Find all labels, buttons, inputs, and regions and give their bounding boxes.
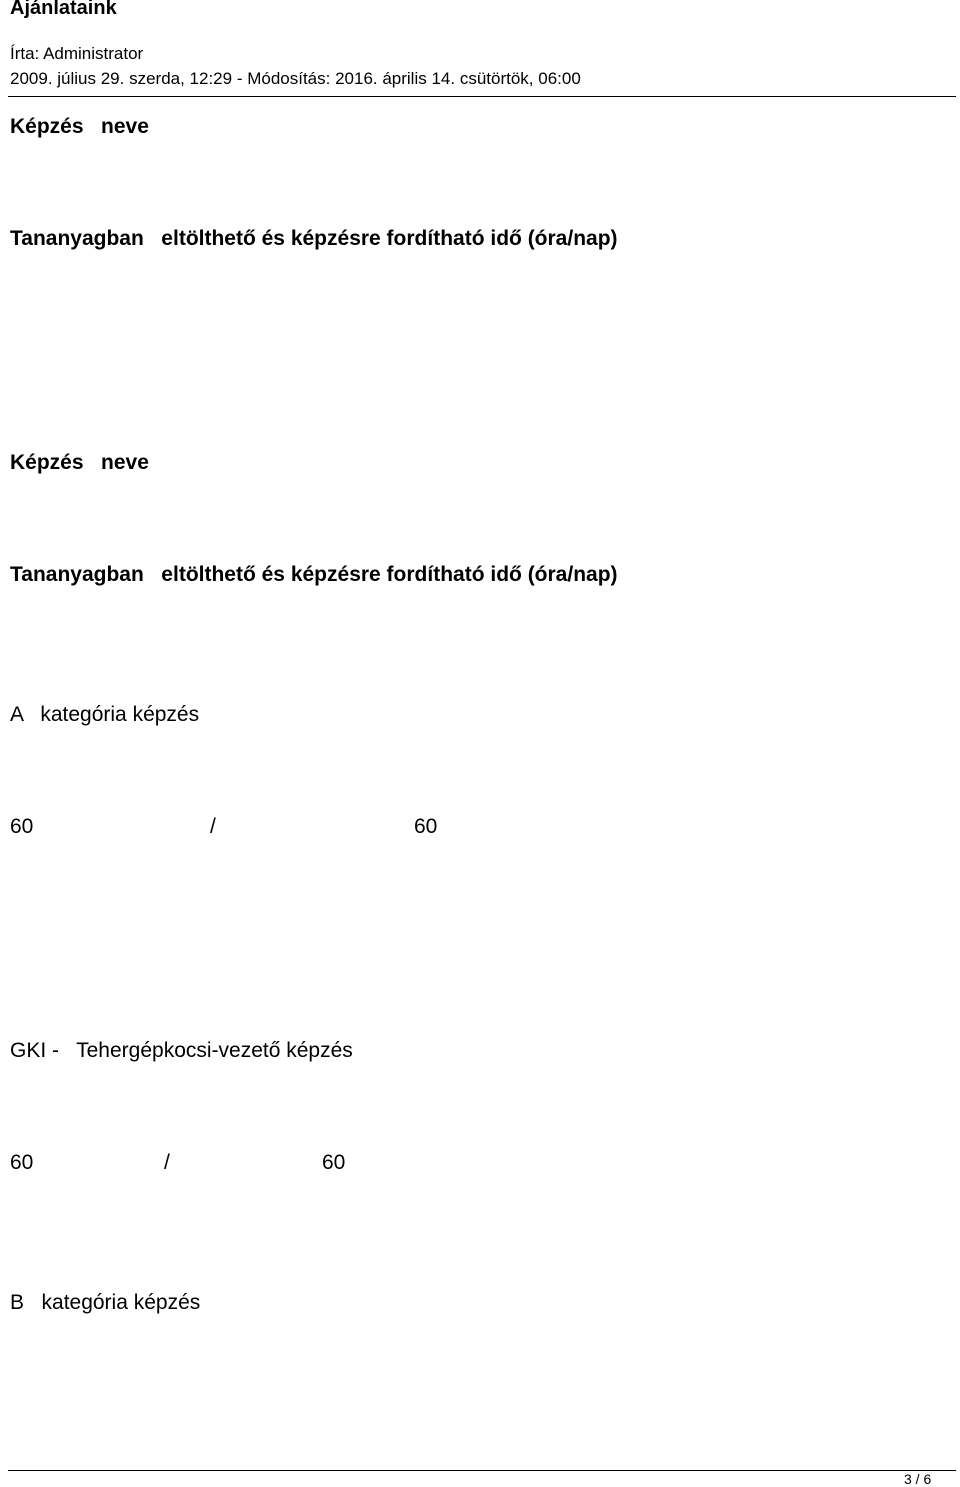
course-separator-gki: /: [164, 1151, 170, 1174]
page-number: 3 / 6: [904, 1471, 932, 1487]
course-days-a: 60: [414, 815, 438, 838]
date-line: 2009. július 29. szerda, 12:29 - Módosítás: 2016. április 14. csütörtök, 06:00: [10, 69, 581, 88]
course-separator-a: /: [210, 815, 216, 838]
footer-divider: [8, 1470, 956, 1471]
author-line: Írta: Administrator: [10, 44, 144, 63]
training-name-heading: Képzés neve: [10, 115, 149, 138]
course-hours-gki: 60: [10, 1151, 34, 1174]
course-hours-a: 60: [10, 815, 34, 838]
course-name-a: A kategória képzés: [10, 703, 200, 726]
training-name-heading-2: Képzés neve: [10, 451, 149, 474]
course-name-b: B kategória képzés: [10, 1291, 201, 1314]
course-days-gki: 60: [322, 1151, 346, 1174]
page-title: Ajánlataink: [10, 0, 117, 19]
header-divider: [8, 96, 956, 97]
training-time-heading: Tananyagban eltölthető és képzésre fordítható idő (óra/nap): [10, 227, 618, 250]
training-time-heading-2: Tananyagban eltölthető és képzésre fordítható idő (óra/nap): [10, 563, 618, 586]
course-name-gki: GKI - Tehergépkocsi-vezető képzés: [10, 1039, 353, 1062]
